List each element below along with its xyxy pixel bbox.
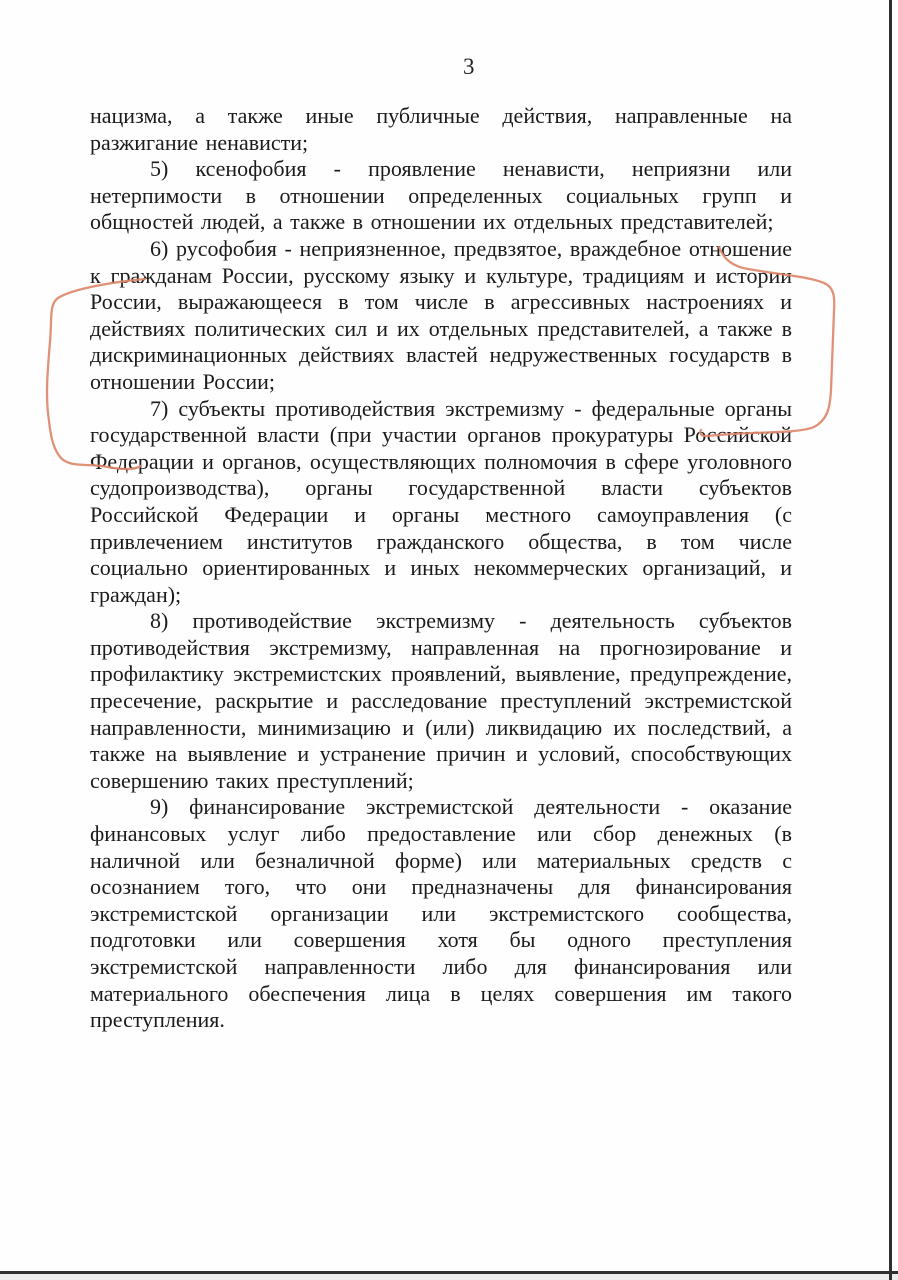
paragraph-5-xenophobia: 5) ксенофобия - проявление ненависти, неприязни или нетерпимости в отношении определенных социальных групп и общностей людей, а также в отношении их отдельных представителей; <box>90 156 792 235</box>
scan-edge <box>0 1274 898 1280</box>
page-number: 3 <box>463 54 475 79</box>
paragraph-nazism-continuation: нацизма, а также иные публичные действия, направленные на разжигание ненависти; <box>90 103 792 155</box>
paragraph-9-financing: 9) финансирование экстремистской деятельности - оказание финансовых услуг либо предоставление или сбор денежных (в наличной или безналичной форме) или материальных средств с осознанием того, что они предназначены для финансирования экстремистской организации или экстремистского сообщества, подготовки или совершения хотя бы одного преступления экстремистской направленности либо для финансирования или материального обеспечения лица в целях совершения им такого преступления. <box>90 794 792 1033</box>
paragraph-8-counteraction-definition: 8) противодействие экстремизму - деятельность субъектов противодействия экстремизму, направленная на прогнозирование и профилактику экстремистских проявлений, выявление, предупреждение, пресечение, раскрытие и расследование преступлений экстремистской направленности, минимизацию и (или) ликвидацию их последствий, а также на выявление и устранение причин и условий, способствующих совершению таких преступлений; <box>90 608 792 793</box>
paragraph-7-counteraction-subjects: 7) субъекты противодействия экстремизму - федеральные органы государственной власти (при участии органов прокуратуры Российской Федерации и органов, осуществляющих полномочия в сфере уголовного судопроизводства), органы государственной власти субъектов Российской Федерации и органы местного самоуправления (с привлечением институтов гражданского общества, в том числе социально ориентированных и иных некоммерческих организаций, и граждан); <box>90 395 792 607</box>
paragraph-6-russophobia: 6) русофобия - неприязненное, предвзятое, враждебное отношение к гражданам России, русскому языку и культуре, традициям и истории России, выражающееся в том числе в агрессивных настроениях и действиях политических сил и их отдельных представителей, а также в дискриминационных действиях властей недружественных государств в отношении России; <box>90 235 792 394</box>
page-border-bottom <box>0 1271 898 1274</box>
page-border-right <box>889 0 892 1280</box>
document-body <box>90 103 792 1034</box>
